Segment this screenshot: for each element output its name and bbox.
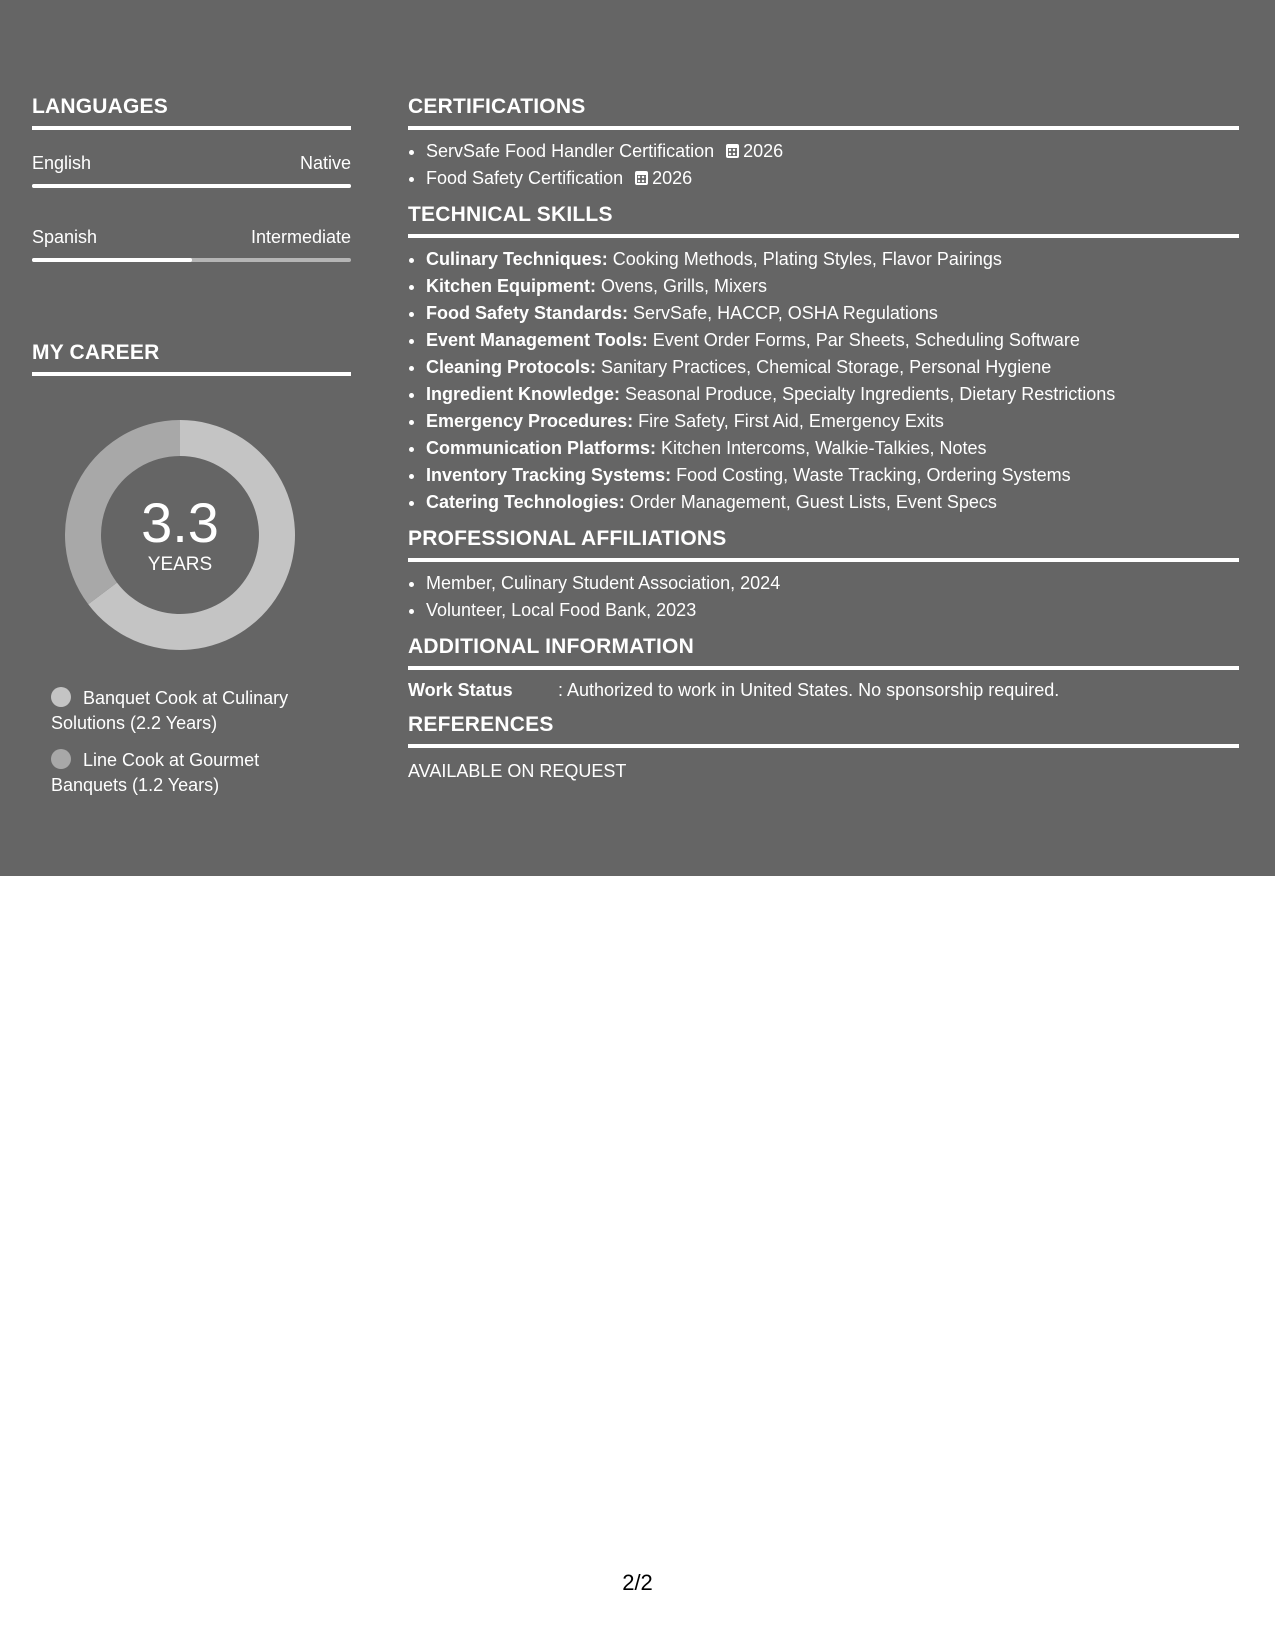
certification-name: Food Safety Certification: [426, 168, 624, 188]
legend-dot-icon: [51, 687, 71, 707]
language-name: Spanish: [32, 227, 98, 247]
certification-year: 2026: [652, 168, 693, 188]
technical-skills-list: [408, 246, 1239, 516]
language-level: Intermediate: [250, 227, 351, 247]
additional-info-section: [408, 634, 1239, 702]
career-total-years: 3.3: [141, 491, 219, 554]
skill-label: Food Safety Standards:: [426, 303, 629, 323]
language-level: Native: [299, 153, 351, 173]
skill-label: Communication Platforms:: [426, 438, 657, 458]
references-text: AVAILABLE ON REQUEST: [408, 761, 627, 781]
certifications-list: [408, 138, 1239, 192]
career-legend-label: Banquet Cook at Culinary Solutions (2.2 Years): [51, 688, 289, 733]
skill-value: Event Order Forms, Par Sheets, Scheduling Software: [652, 330, 1080, 350]
career-legend: [51, 686, 351, 798]
skill-label: Catering Technologies:: [426, 492, 625, 512]
skill-value: Seasonal Produce, Specialty Ingredients, Dietary Restrictions: [625, 384, 1116, 404]
technical-skills-section: [408, 202, 1239, 516]
skill-value: Ovens, Grills, Mixers: [601, 276, 768, 296]
skill-value: ServSafe, HACCP, OSHA Regulations: [633, 303, 938, 323]
skill-value: Sanitary Practices, Chemical Storage, Personal Hygiene: [601, 357, 1052, 377]
language-proficiency-fill: [32, 184, 351, 188]
language-entry: [32, 226, 351, 262]
skill-value: Fire Safety, First Aid, Emergency Exits: [638, 411, 944, 431]
skill-value: Order Management, Guest Lists, Event Specs: [629, 492, 997, 512]
skill-label: Event Management Tools:: [426, 330, 648, 350]
skill-label: Inventory Tracking Systems:: [426, 465, 672, 485]
certifications-heading: CERTIFICATIONS: [408, 94, 1239, 130]
affiliations-list: [408, 570, 1239, 624]
skill-item: [426, 462, 1239, 489]
skill-value: Cooking Methods, Plating Styles, Flavor Pairings: [612, 249, 1002, 269]
skill-value: Food Costing, Waste Tracking, Ordering Systems: [676, 465, 1071, 485]
skill-item: [426, 300, 1239, 327]
skill-label: Culinary Techniques:: [426, 249, 608, 269]
skill-item: [426, 354, 1239, 381]
skill-item: [426, 246, 1239, 273]
career-legend-label: Line Cook at Gourmet Banquets (1.2 Years): [51, 750, 260, 795]
references-heading: REFERENCES: [408, 712, 1239, 748]
certification-year: 2026: [743, 141, 784, 161]
skill-value: Kitchen Intercoms, Walkie-Talkies, Notes: [661, 438, 987, 458]
references-section: [408, 712, 1239, 782]
page-number: 2/2: [622, 1570, 653, 1595]
language-proficiency-fill: [32, 258, 192, 262]
additional-info-heading: ADDITIONAL INFORMATION: [408, 634, 1239, 670]
language-proficiency-bar: [32, 184, 351, 188]
skill-item: [426, 408, 1239, 435]
languages-heading: LANGUAGES: [32, 94, 351, 130]
affiliations-heading: PROFESSIONAL AFFILIATIONS: [408, 526, 1239, 562]
skill-item: [426, 489, 1239, 516]
certification-item: [426, 138, 1239, 165]
skill-label: Emergency Procedures:: [426, 411, 634, 431]
language-name: English: [32, 153, 92, 173]
skill-item: [426, 381, 1239, 408]
work-status-label: Work Status: [408, 680, 513, 700]
left-column: [32, 94, 351, 810]
language-entry: [32, 152, 351, 188]
certifications-section: [408, 94, 1239, 192]
affiliation-item: • Member, Culinary Student Association, 2024: [426, 570, 1239, 597]
career-legend-item: [51, 748, 321, 798]
career-heading: MY CAREER: [32, 340, 351, 376]
skill-item: [426, 327, 1239, 354]
affiliations-section: [408, 526, 1239, 624]
calendar-icon: [635, 171, 648, 185]
work-status-value: : Authorized to work in United States. No sponsorship required.: [558, 680, 1060, 700]
technical-skills-heading: TECHNICAL SKILLS: [408, 202, 1239, 238]
calendar-icon: [726, 144, 739, 158]
skill-item: [426, 273, 1239, 300]
certification-name: ServSafe Food Handler Certification: [426, 141, 715, 161]
legend-dot-icon: [51, 749, 71, 769]
skill-label: Ingredient Knowledge:: [426, 384, 621, 404]
right-column: [408, 94, 1239, 792]
skill-label: Cleaning Protocols:: [426, 357, 597, 377]
career-total-unit: YEARS: [147, 554, 213, 575]
career-legend-item: [51, 686, 321, 736]
language-proficiency-bar: [32, 258, 351, 262]
work-status-row: [408, 678, 1239, 702]
career-donut-chart: [65, 420, 295, 650]
certification-item: [426, 165, 1239, 192]
affiliation-item: • Volunteer, Local Food Bank, 2023: [426, 597, 1239, 624]
skill-item: [426, 435, 1239, 462]
skill-label: Kitchen Equipment:: [426, 276, 596, 296]
